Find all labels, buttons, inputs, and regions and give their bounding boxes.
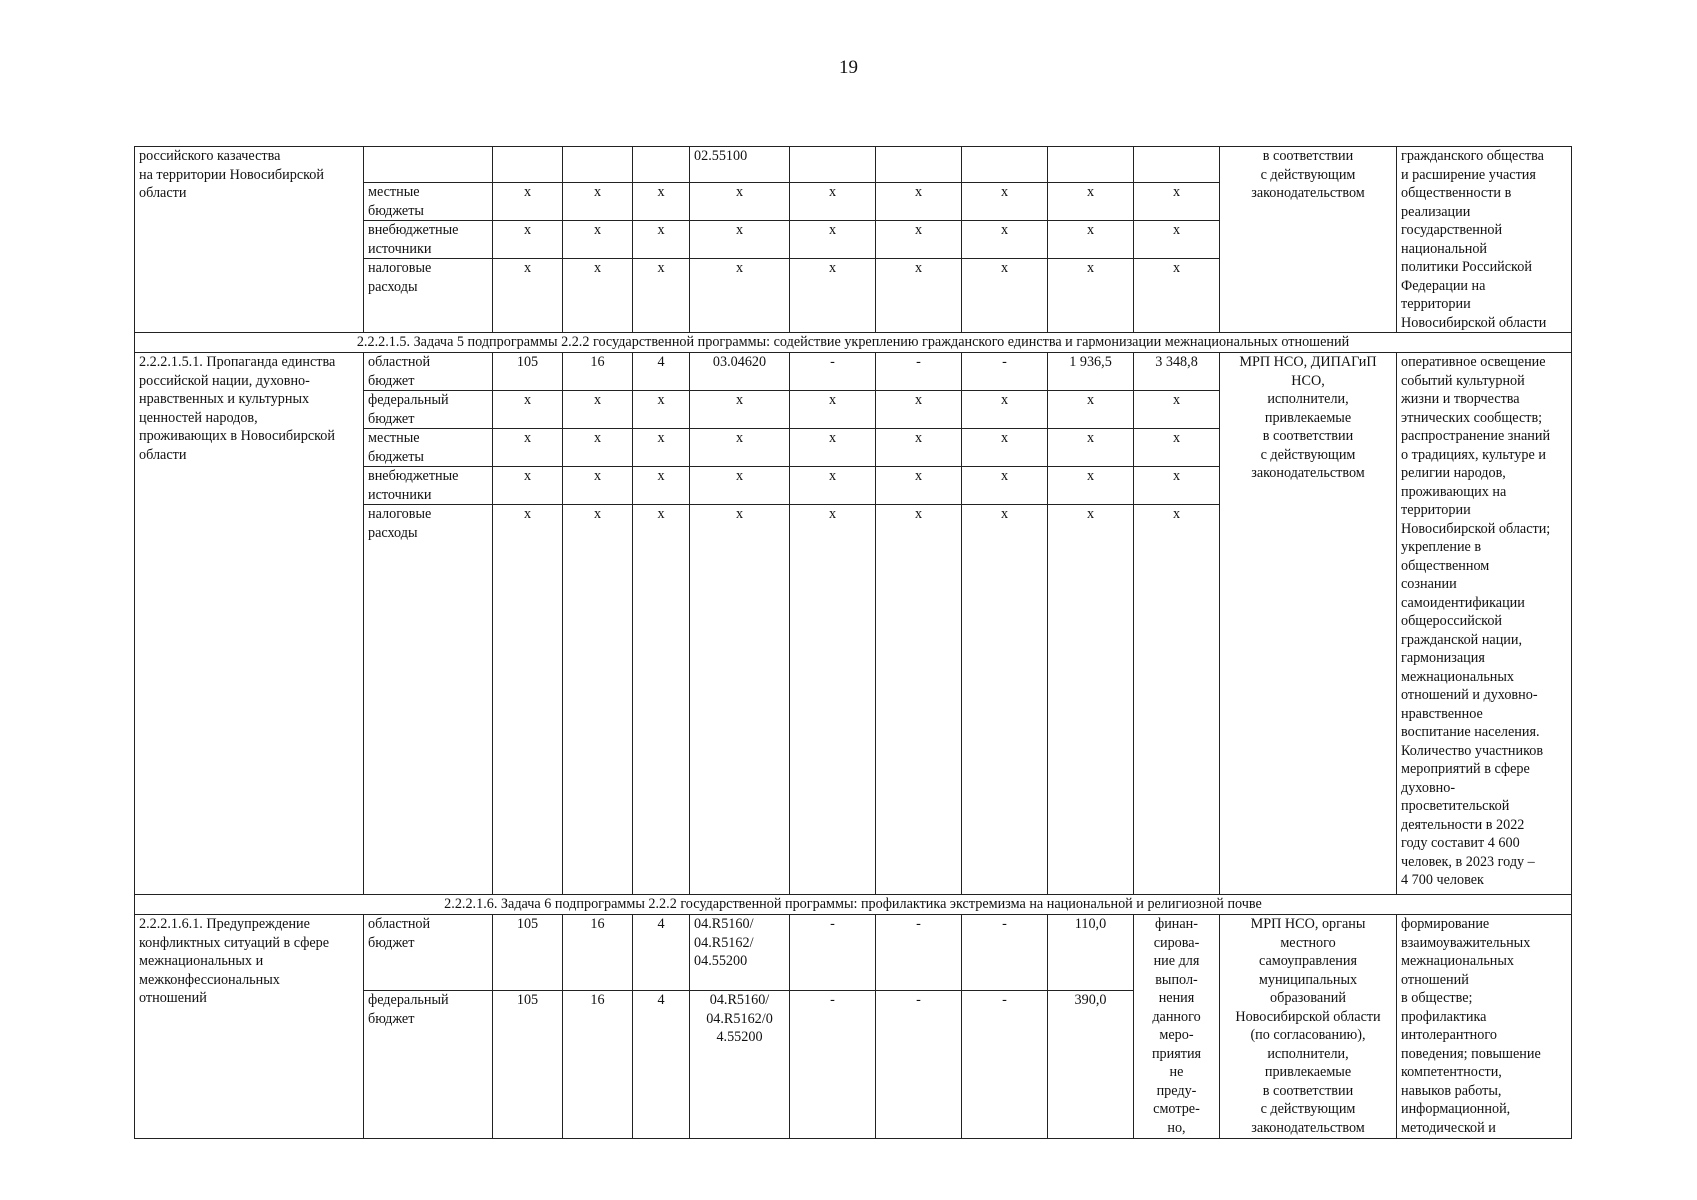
value-cell: 4 xyxy=(633,353,690,391)
value-cell: - xyxy=(962,991,1048,1139)
value-cell: x xyxy=(493,221,563,259)
value-cell: x xyxy=(962,221,1048,259)
value-cell: x xyxy=(790,505,876,895)
measure-cell: российского казачества на территории Новосибирской области xyxy=(135,147,364,333)
source-cell: внебюджетные источники xyxy=(364,467,493,505)
value-cell: x xyxy=(563,221,633,259)
value-cell: - xyxy=(876,991,962,1139)
value-cell: x xyxy=(563,391,633,429)
value-cell: x xyxy=(1134,259,1220,333)
value-cell: x xyxy=(876,221,962,259)
value-cell: x xyxy=(1048,467,1134,505)
value-cell: x xyxy=(1048,221,1134,259)
value-cell: x xyxy=(633,505,690,895)
executor-cell: МРП НСО, ДИПАГиП НСО, исполнители, привлекаемые в соответствии с действующим законодательством xyxy=(1220,353,1397,895)
section-row xyxy=(135,895,1572,915)
value-cell: x xyxy=(962,259,1048,333)
kbk-cell: 04.R5160/ 04.R5162/ 04.55200 xyxy=(690,915,790,991)
value-cell: x xyxy=(563,429,633,467)
value-cell: 390,0 xyxy=(1048,991,1134,1139)
value-cell: x xyxy=(1048,429,1134,467)
value-cell: x xyxy=(1134,183,1220,221)
value-cell: x xyxy=(493,391,563,429)
value-cell: x xyxy=(690,391,790,429)
value-cell: 105 xyxy=(493,991,563,1139)
value-cell: x xyxy=(493,183,563,221)
value-cell: 16 xyxy=(563,915,633,991)
source-cell: местные бюджеты xyxy=(364,429,493,467)
source-cell xyxy=(364,147,493,183)
source-cell: налоговые расходы xyxy=(364,259,493,333)
section-heading: 2.2.2.1.6. Задача 6 подпрограммы 2.2.2 государственной программы: профилактика экстремизма на национальной и религиозной почве xyxy=(135,895,1572,915)
source-cell: налоговые расходы xyxy=(364,505,493,895)
value-cell: x xyxy=(633,221,690,259)
program-table xyxy=(134,146,1572,1139)
section-heading: 2.2.2.1.5. Задача 5 подпрограммы 2.2.2 государственной программы: содействие укреплению гражданского единства и гармонизации межнациональных отношений xyxy=(135,333,1572,353)
value-cell: x xyxy=(790,259,876,333)
value-cell: - xyxy=(962,915,1048,991)
page-number: 19 xyxy=(839,57,858,78)
value-cell: x xyxy=(790,183,876,221)
table-row xyxy=(135,353,1572,391)
kbk-cell: 02.55100 xyxy=(690,147,790,183)
value-cell: 4 xyxy=(633,991,690,1139)
value-cell: 105 xyxy=(493,353,563,391)
value-cell: 16 xyxy=(563,353,633,391)
value-cell: x xyxy=(962,183,1048,221)
value-cell: x xyxy=(563,183,633,221)
value-cell: x xyxy=(633,183,690,221)
value-cell: x xyxy=(633,429,690,467)
value-cell: x xyxy=(690,505,790,895)
value-cell: x xyxy=(962,505,1048,895)
value-cell: x xyxy=(493,505,563,895)
value-cell: x xyxy=(1048,391,1134,429)
value-cell: 110,0 xyxy=(1048,915,1134,991)
source-cell: федеральный бюджет xyxy=(364,391,493,429)
value-cell: - xyxy=(790,353,876,391)
value-cell: - xyxy=(790,991,876,1139)
source-cell: внебюджетные источники xyxy=(364,221,493,259)
source-cell: местные бюджеты xyxy=(364,183,493,221)
kbk-cell: 04.R5160/ 04.R5162/0 4.55200 xyxy=(690,991,790,1139)
value-cell: x xyxy=(876,391,962,429)
value-cell: x xyxy=(633,259,690,333)
value-cell: x xyxy=(876,259,962,333)
value-cell: x xyxy=(962,391,1048,429)
value-cell: x xyxy=(633,391,690,429)
source-cell: областной бюджет xyxy=(364,915,493,991)
value-cell: 03.04620 xyxy=(690,353,790,391)
value-cell: x xyxy=(1048,183,1134,221)
value-cell: x xyxy=(563,505,633,895)
value-cell: 105 xyxy=(493,915,563,991)
value-cell: x xyxy=(690,467,790,505)
value-cell: 1 936,5 xyxy=(1048,353,1134,391)
value-cell: x xyxy=(790,467,876,505)
value-cell: - xyxy=(962,353,1048,391)
value-cell: x xyxy=(1048,259,1134,333)
executor-cell: МРП НСО, органы местного самоуправления муниципальных образований Новосибирской области (по согласованию), исполнители, привлекаемые в соответствии с действующим законодательством xyxy=(1220,915,1397,1139)
value-cell: x xyxy=(876,505,962,895)
value-cell: - xyxy=(790,915,876,991)
value-cell: x xyxy=(876,467,962,505)
value-cell: x xyxy=(690,183,790,221)
executor-cell: в соответствии с действующим законодательством xyxy=(1220,147,1397,333)
value-cell: x xyxy=(690,429,790,467)
value-cell: x xyxy=(790,391,876,429)
value-cell: x xyxy=(1134,391,1220,429)
value-cell: x xyxy=(876,183,962,221)
value-cell: 3 348,8 xyxy=(1134,353,1220,391)
table-row xyxy=(135,147,1572,183)
value-cell: x xyxy=(1134,505,1220,895)
value-cell: - xyxy=(876,353,962,391)
value-cell: x xyxy=(493,429,563,467)
source-cell: областной бюджет xyxy=(364,353,493,391)
value-cell: x xyxy=(1134,467,1220,505)
value-cell: x xyxy=(790,429,876,467)
table-row xyxy=(135,915,1572,991)
value-cell: x xyxy=(1134,429,1220,467)
measure-cell: 2.2.2.1.5.1. Пропаганда единства российской нации, духовно- нравственных и культурных ценностей народов, проживающих в Новосибирской области xyxy=(135,353,364,895)
note-cell: финан- сирова- ние для выпол- нения данного меро- приятия не преду- смотре- но, xyxy=(1134,915,1220,1139)
value-cell: x xyxy=(563,259,633,333)
value-cell: x xyxy=(1048,505,1134,895)
value-cell: x xyxy=(493,259,563,333)
result-cell: формирование взаимоуважительных межнациональных отношений в обществе; профилактика интолерантного поведения; повышение компетентности, навыков работы, информационной, методической и xyxy=(1397,915,1572,1139)
value-cell: 16 xyxy=(563,991,633,1139)
value-cell: x xyxy=(1134,221,1220,259)
value-cell: x xyxy=(962,467,1048,505)
value-cell: 4 xyxy=(633,915,690,991)
value-cell: x xyxy=(563,467,633,505)
measure-cell: 2.2.2.1.6.1. Предупреждение конфликтных ситуаций в сфере межнациональных и межконфессиональных отношений xyxy=(135,915,364,1139)
result-cell: гражданского общества и расширение участия общественности в реализации государственной национальной политики Российской Федерации на территории Новосибирской области xyxy=(1397,147,1572,333)
value-cell: x xyxy=(962,429,1048,467)
value-cell: x xyxy=(493,467,563,505)
value-cell: x xyxy=(690,259,790,333)
value-cell: x xyxy=(690,221,790,259)
source-cell: федеральный бюджет xyxy=(364,991,493,1139)
section-row xyxy=(135,333,1572,353)
value-cell: x xyxy=(633,467,690,505)
value-cell: - xyxy=(876,915,962,991)
value-cell: x xyxy=(790,221,876,259)
result-cell: оперативное освещение событий культурной жизни и творчества этнических сообществ; распространение знаний о традициях, культуре и религии народов, проживающих на территории Новосибирской области; укрепление в общественном сознании самоидентификации общероссийской гражданской нации, гармонизация межнациональных отношений и духовно- нравственное воспитание населения. Количество участников мероприятий в сфере духовно- просветительской деятельности в 2022 году составит 4 600 человек, в 2023 году – 4 700 человек xyxy=(1397,353,1572,895)
value-cell: x xyxy=(876,429,962,467)
